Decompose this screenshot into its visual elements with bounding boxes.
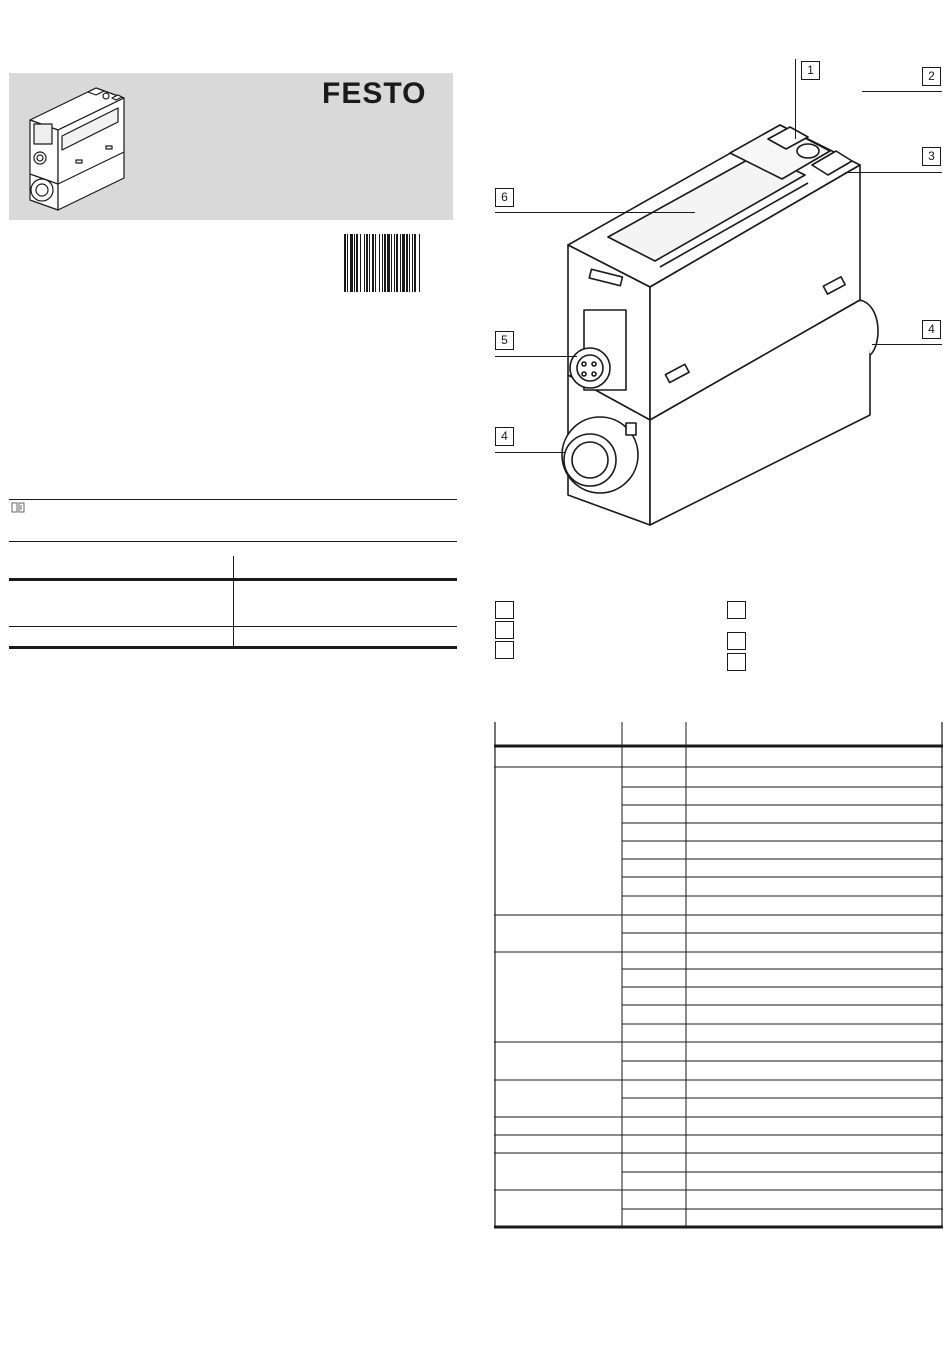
barcode-bar xyxy=(360,234,361,292)
barcode-bar xyxy=(391,234,392,292)
barcode-bar xyxy=(344,234,346,292)
barcode-bar xyxy=(350,234,353,292)
callout-4-right: 4 xyxy=(922,320,941,339)
legend-box-2 xyxy=(495,621,514,639)
barcode-bar xyxy=(356,234,358,292)
barcode-bar xyxy=(387,234,390,292)
product-thumbnail-icon xyxy=(18,82,136,214)
callout-6-leader xyxy=(495,212,695,213)
barcode-icon xyxy=(344,234,444,292)
legend-box-5 xyxy=(727,632,746,650)
legend-box-6 xyxy=(727,653,746,671)
section-rule-bottom xyxy=(9,541,457,542)
barcode-bar xyxy=(419,234,420,292)
callout-1-leader xyxy=(795,59,796,139)
left-table xyxy=(9,556,457,651)
callout-4-left: 4 xyxy=(495,427,514,446)
barcode-bar xyxy=(402,234,405,292)
callout-5-leader xyxy=(495,356,577,357)
callout-1: 1 xyxy=(801,61,820,80)
barcode-bar xyxy=(414,234,416,292)
device-drawing xyxy=(490,55,945,535)
callout-6: 6 xyxy=(495,188,514,207)
table-bottom-rule xyxy=(9,646,457,649)
barcode-bar xyxy=(369,234,370,292)
callout-3-leader xyxy=(845,172,942,173)
legend-box-4 xyxy=(727,601,746,619)
barcode-bar xyxy=(364,234,365,292)
legend-box-3 xyxy=(495,641,514,659)
callout-5: 5 xyxy=(495,331,514,350)
barcode-bar xyxy=(406,234,408,292)
callout-2-leader xyxy=(862,91,942,92)
barcode-bar xyxy=(382,234,383,292)
barcode-bar xyxy=(396,234,398,292)
section-rule-top xyxy=(9,499,457,500)
barcode-bar xyxy=(412,234,413,292)
callout-4-right-leader xyxy=(872,344,942,345)
callout-2: 2 xyxy=(922,67,941,86)
barcode-bar xyxy=(372,234,374,292)
table-header-rule xyxy=(9,578,457,581)
festo-logo: FESTO xyxy=(322,77,427,110)
barcode-bar xyxy=(400,234,401,292)
callout-3: 3 xyxy=(922,147,941,166)
barcode-bar xyxy=(354,234,355,292)
barcode-bar xyxy=(375,234,376,292)
barcode-bar xyxy=(366,234,368,292)
barcode-bar xyxy=(384,234,386,292)
barcode-bar xyxy=(347,234,348,292)
spec-table xyxy=(494,722,943,1232)
barcode-bar xyxy=(379,234,380,292)
table-column-divider xyxy=(233,556,234,649)
callout-4-left-leader xyxy=(495,452,565,453)
legend-box-1 xyxy=(495,601,514,619)
manual-icon xyxy=(11,502,25,516)
barcode-bar xyxy=(394,234,395,292)
barcode-bar xyxy=(409,234,410,292)
table-row-rule xyxy=(9,626,457,627)
